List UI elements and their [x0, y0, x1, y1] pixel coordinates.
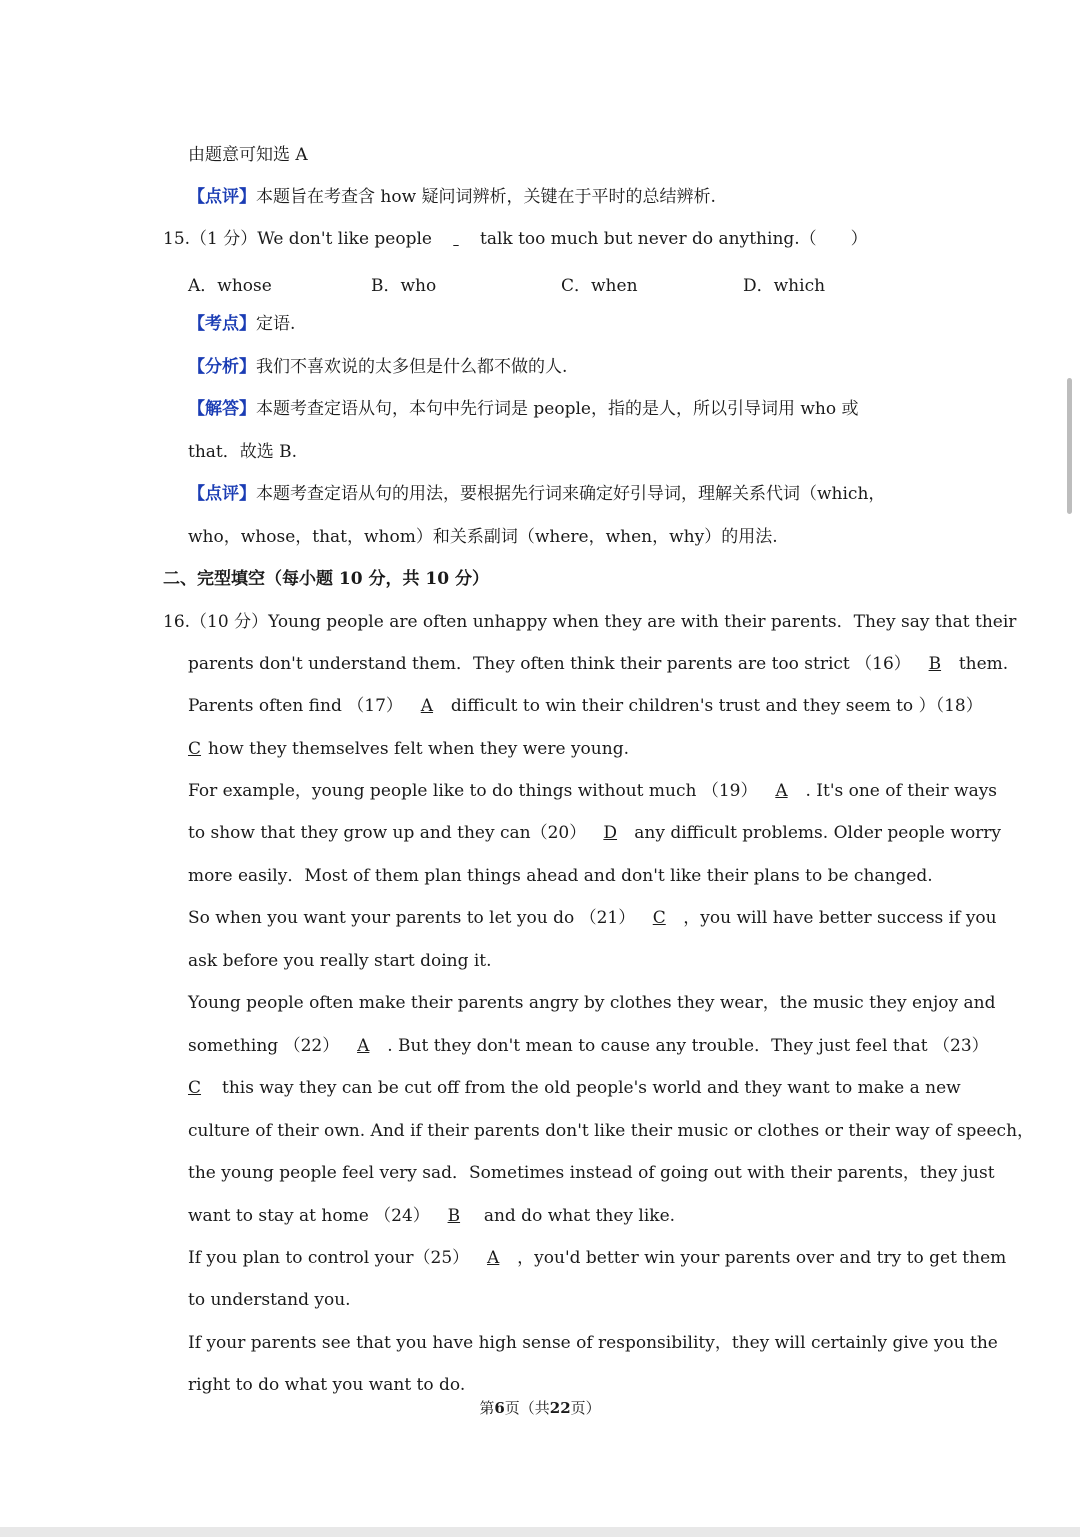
- footer-page-number: 6: [494, 1399, 505, 1417]
- q16-line-4: [188, 737, 629, 761]
- q15-option-c: C．when: [561, 276, 638, 296]
- kaodian-tag: 【考点】: [188, 314, 256, 334]
- q15-kaodian: [188, 312, 295, 336]
- footer-post: 页）: [570, 1399, 601, 1417]
- answer-21: C: [652, 908, 666, 928]
- q15-stem-b: talk too much but never do anything.（ ）: [479, 229, 868, 249]
- dianping-tag: 【点评】: [188, 484, 256, 504]
- dianping-text-1: 本题考查定语从句的用法，要根据先行词来确定好引导词，理解关系代词（which，: [256, 484, 886, 504]
- q16-l3a: Parents often find （17）: [188, 696, 403, 716]
- q15-dianping: [188, 482, 885, 506]
- fenxi-text: 我们不喜欢说的太多但是什么都不做的人.: [256, 357, 568, 377]
- dianping-text-2: who，whose，that，whom）和关系副词（where，when，why）的用法.: [188, 527, 778, 547]
- q16-l8a: So when you want your parents to let you do （21）: [188, 908, 636, 928]
- q15-option-b: B．who: [371, 276, 437, 296]
- page-footer: [0, 1398, 1080, 1418]
- q16-l11a: something （22）: [188, 1036, 340, 1056]
- q16-l2b: them.: [958, 654, 1009, 674]
- q16-line-18: If your parents see that you have high sense of responsibility，they will certainly give you the: [188, 1333, 998, 1353]
- q16-l5b: . It's one of their ways: [805, 781, 998, 801]
- q15-option-d: D．which: [743, 276, 826, 296]
- q16-line-11: [188, 1034, 989, 1058]
- q16-line-19: right to do what you want to do.: [188, 1375, 466, 1395]
- q16-l15b: and do what they like.: [483, 1206, 676, 1226]
- fenxi-tag: 【分析】: [188, 357, 256, 377]
- q16-line-13: culture of their own. And if their parents don't like their music or clothes or their way of speech，: [188, 1121, 1035, 1141]
- answer-23: C: [188, 1078, 202, 1098]
- q16-line-15: [188, 1204, 675, 1228]
- q16-line-10: Young people often make their parents angry by clothes they wear，the music they enjoy and: [188, 993, 996, 1013]
- footer-pre: 第: [479, 1399, 495, 1417]
- question-15-stem: [163, 227, 868, 251]
- answer-24: B: [447, 1206, 461, 1226]
- q16-line-5: [188, 779, 997, 803]
- answer-19: A: [775, 781, 788, 801]
- q16-line-17: to understand you.: [188, 1290, 351, 1310]
- q16-l6a: to show that they grow up and they can（20）: [188, 823, 587, 843]
- q16-l12b: this way they can be cut off from the old people's world and they want to make a new: [222, 1078, 961, 1098]
- vertical-scrollbar[interactable]: [1067, 378, 1072, 514]
- q16-l4b: how they themselves felt when they were young.: [208, 739, 629, 759]
- q16-l11b: . But they don't mean to cause any trouble．They just feel that （23）: [387, 1036, 989, 1056]
- prev-answer: 由题意可知选 A: [188, 145, 308, 165]
- q16-line-14: the young people feel very sad．Sometimes instead of going out with their parents，they just: [188, 1163, 995, 1183]
- q16-line-7: more easily．Most of them plan things ahead and don't like their plans to be changed.: [188, 866, 933, 886]
- q15-fenxi: [188, 355, 567, 379]
- q16-l2a: parents don't understand them．They often think their parents are too strict （16）: [188, 654, 911, 674]
- q16-line-2: [188, 652, 1008, 676]
- prev-review: [188, 185, 716, 209]
- footer-total-pages: 22: [549, 1399, 571, 1417]
- answer-16: B: [928, 654, 942, 674]
- answer-25: A: [487, 1248, 500, 1268]
- q16-l15a: want to stay at home （24）: [188, 1206, 430, 1226]
- review-text: 本题旨在考查含 how 疑问词辨析，关键在于平时的总结辨析.: [256, 187, 716, 207]
- review-tag: 【点评】: [188, 187, 256, 207]
- q16-line-1: 16.（10 分）Young people are often unhappy when they are with their parents．They say that their: [163, 612, 1017, 632]
- footer-mid: 页（共: [504, 1399, 550, 1417]
- q16-l16b: ，you'd better win your parents over and try to get them: [517, 1248, 1007, 1268]
- jieda-text-1: 本题考查定语从句，本句中先行词是 people，指的是人，所以引导词用 who 或: [256, 399, 859, 419]
- jieda-tag: 【解答】: [188, 399, 256, 419]
- q16-l3b: difficult to win their children's trust and they seem to ）（18）: [450, 696, 983, 716]
- answer-17: A: [420, 696, 434, 716]
- q15-stem-a: 15.（1 分）We don't like people: [163, 229, 432, 249]
- q16-line-6: [188, 821, 1001, 845]
- q15-jieda: [188, 397, 859, 421]
- bottom-edge: [0, 1527, 1080, 1537]
- q16-l16a: If you plan to control your（25）: [188, 1248, 470, 1268]
- answer-22: A: [357, 1036, 370, 1056]
- q16-l5a: For example，young people like to do things without much （19）: [188, 781, 758, 801]
- jieda-text-2: that．故选 B.: [188, 442, 298, 462]
- q16-l6b: any difficult problems. Older people worry: [634, 823, 1002, 843]
- q16-line-3: [188, 694, 983, 718]
- q16-l8b: ，you will have better success if you: [683, 908, 997, 928]
- q16-line-9: ask before you really start doing it.: [188, 951, 492, 971]
- section-2-heading: 二、完型填空（每小题 10 分，共 10 分）: [163, 569, 489, 589]
- q16-line-12: [188, 1076, 961, 1100]
- answer-20: D: [603, 823, 618, 843]
- q15-option-a: A．whose: [188, 276, 272, 296]
- q16-line-16: [188, 1246, 1006, 1270]
- q16-line-8: [188, 906, 997, 930]
- q15-blank: [432, 227, 480, 251]
- answer-18: C: [188, 739, 202, 759]
- kaodian-text: 定语.: [256, 314, 296, 334]
